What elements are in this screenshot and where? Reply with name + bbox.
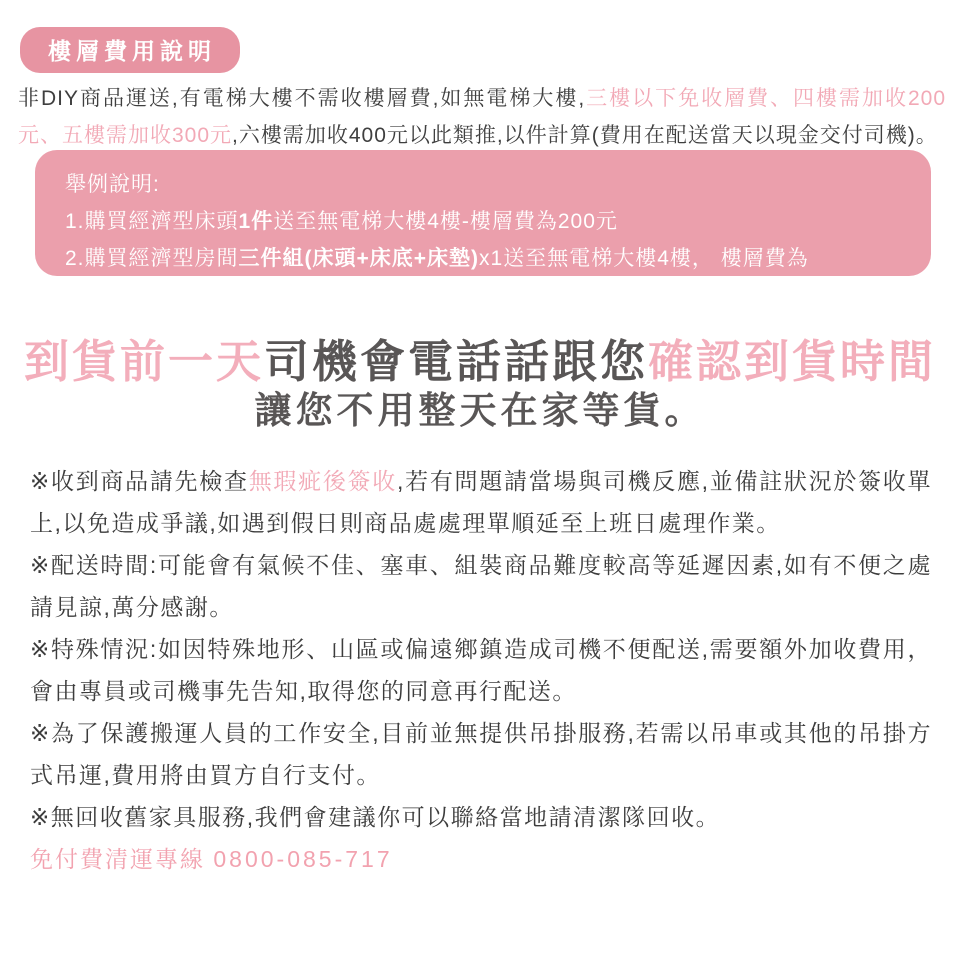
example-line-2 <box>65 240 901 314</box>
delivery-headline <box>0 336 960 434</box>
example-line-1-text-1: 1.購買經濟型床頭 <box>65 210 239 233</box>
intro-paragraph <box>18 80 946 154</box>
example-line-2-text-1: 2.購買經濟型房間 <box>65 247 239 270</box>
example-line-1-text-2: 送至無電梯大樓4樓-樓層費為200元 <box>273 210 618 233</box>
headline-dark: 司機會電話話跟您 <box>263 336 648 387</box>
headline-line-2: 讓您不用整天在家等貨。 <box>254 390 706 431</box>
note-delivery-time: ※配送時間:可能會有氣候不佳、塞車、組裝商品難度較高等延遲因素,如有不便之處請見諒,萬分感謝。 <box>30 552 932 620</box>
intro-text-1: 非DIY商品運送,有電梯大樓不需收樓層費,如無電梯大樓, <box>18 87 586 110</box>
notes-section <box>30 460 932 880</box>
example-line-2-text-2: x1送至無電梯大樓4樓， 樓層費為200x3=600元整 <box>65 247 809 307</box>
hotline-label: 免付費清運專線 <box>30 846 205 872</box>
note-inspection-text-2: ,若有問題請當場與司機反應,並備註狀況於簽收單上,以免造成爭議,如遇到假日則商品處處理單順延至上班日處理作業。 <box>30 468 932 536</box>
note-inspection <box>30 460 932 544</box>
note-no-recycling: ※無回收舊家具服務,我們會建議你可以聯絡當地請清潔隊回收。 <box>30 804 721 830</box>
headline-pink-1: 到貨前一天 <box>23 336 264 387</box>
example-line-2-bold: 三件組(床頭+床底+床墊) <box>238 247 480 270</box>
example-box-title: 舉例說明: <box>65 173 160 196</box>
headline-pink-2: 確認到貨時間 <box>648 336 937 387</box>
intro-text-2: ,六樓需加收400元以此類推,以件計算(費用在配送當天以現金交付司機)。 <box>232 124 938 147</box>
hotline-number: 0800-085-717 <box>213 846 393 872</box>
intro-highlight: 三樓以下免收層費、四樓需加收200元、五樓需加收300元 <box>18 87 946 147</box>
example-box <box>35 150 931 307</box>
headline-line-1 <box>0 336 960 388</box>
recycling-hotline <box>30 838 932 880</box>
section-title-badge: 樓層費用說明 <box>20 27 240 73</box>
example-line-1 <box>65 203 901 240</box>
note-special-terrain: ※特殊情況:如因特殊地形、山區或偏遠鄉鎮造成司機不便配送,需要額外加收費用， 會由專員或司機事先告知,取得您的同意再行配送。 <box>30 636 932 704</box>
note-no-hoisting: ※為了保護搬運人員的工作安全,目前並無提供吊掛服務,若需以吊車或其他的吊掛方式吊運,費用將由買方自行支付。 <box>30 720 932 788</box>
note-inspection-highlight: 無瑕疵後簽收 <box>248 468 397 494</box>
example-line-1-bold: 1件 <box>238 210 274 233</box>
note-inspection-text-1: ※收到商品請先檢查 <box>30 468 249 494</box>
